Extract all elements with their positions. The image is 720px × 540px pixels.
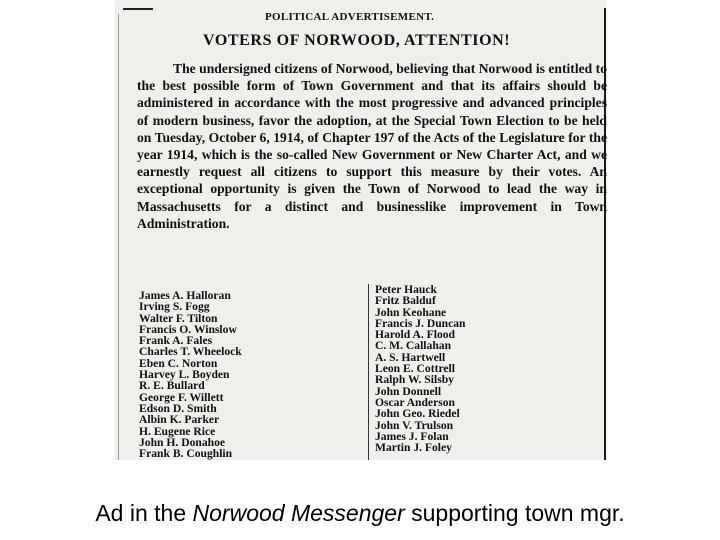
signer-name: Oscar Anderson	[375, 395, 455, 409]
caption-text-after: supporting town mgr.	[404, 500, 625, 526]
signer-name: H. Eugene Rice	[139, 424, 216, 438]
signer-name: James A. Halloran	[139, 289, 231, 302]
signer-name: Irving S. Fogg	[139, 300, 210, 314]
caption-text-before: Ad in the	[95, 500, 193, 526]
signer-name: Albin K. Parker	[139, 413, 220, 427]
signer-name: C. M. Callahan	[375, 339, 452, 353]
advertisement-header: POLITICAL ADVERTISEMENT.	[265, 11, 435, 23]
signer-name: Francis O. Winslow	[139, 322, 237, 336]
caption-newspaper-title: Norwood Messenger	[192, 500, 405, 526]
signers-list-right	[375, 284, 466, 453]
signer-name: George F. Willett	[139, 390, 224, 404]
clipping-left-edge	[118, 14, 119, 460]
signer-name: John V. Trulson	[375, 418, 454, 432]
signer-name: Frank A. Fales	[139, 334, 213, 348]
newspaper-clipping	[115, 0, 607, 460]
advertisement-body: The undersigned citizens of Norwood, believing that Norwood is entitled to the best possible form of Town Government and that its affairs should be administered in accordance with the most progressive and advanced principles of modern business, favor the adoption, at the Special Town Election to be held on Tuesday, October 6, 1914, of Chapter 197 of the Acts of the Legislature for the year 1914, which is the so-called New Government or New Charter Act, and we earnestly request all citizens to support this measure by their votes. An exceptional opportunity is given the Town of Norwood to lead the way in Massachusetts for a distinct and businesslike improvement in Town Administration.	[137, 61, 607, 231]
signer-name: John Donnell	[375, 384, 442, 398]
signer-name: Ralph W. Silsby	[375, 373, 454, 387]
signer-name: Francis J. Duncan	[375, 316, 466, 330]
slide-caption	[0, 500, 720, 527]
signer-name: Harold A. Flood	[375, 328, 455, 342]
signer-name: Peter Hauck	[375, 283, 437, 296]
signer-name: James J. Folan	[375, 429, 449, 443]
column-divider	[368, 284, 369, 460]
signer-name: Martin J. Foley	[375, 441, 452, 455]
clipping-corner-mark	[123, 8, 153, 17]
signer-name: A. S. Hartwell	[375, 350, 446, 364]
signer-name: Leon E. Cottrell	[375, 362, 455, 376]
signers-list-left	[139, 290, 242, 459]
advertisement-headline: VOTERS OF NORWOOD, ATTENTION!	[203, 32, 511, 49]
signer-name: Edson D. Smith	[139, 401, 217, 415]
signer-name: Frank B. Coughlin	[139, 447, 233, 460]
signer-name: John Geo. Riedel	[375, 407, 460, 421]
signer-name: John Keohane	[375, 305, 447, 319]
signer-name: Fritz Balduf	[375, 294, 436, 308]
signer-name: R. E. Bullard	[139, 379, 205, 393]
signer-name: Eben C. Norton	[139, 356, 218, 370]
signer-name: Charles T. Wheelock	[139, 345, 242, 359]
signer-name: Walter F. Tilton	[139, 311, 218, 325]
signer-name: Harvey L. Boyden	[139, 368, 230, 382]
signer-name: John H. Donahoe	[139, 435, 226, 449]
